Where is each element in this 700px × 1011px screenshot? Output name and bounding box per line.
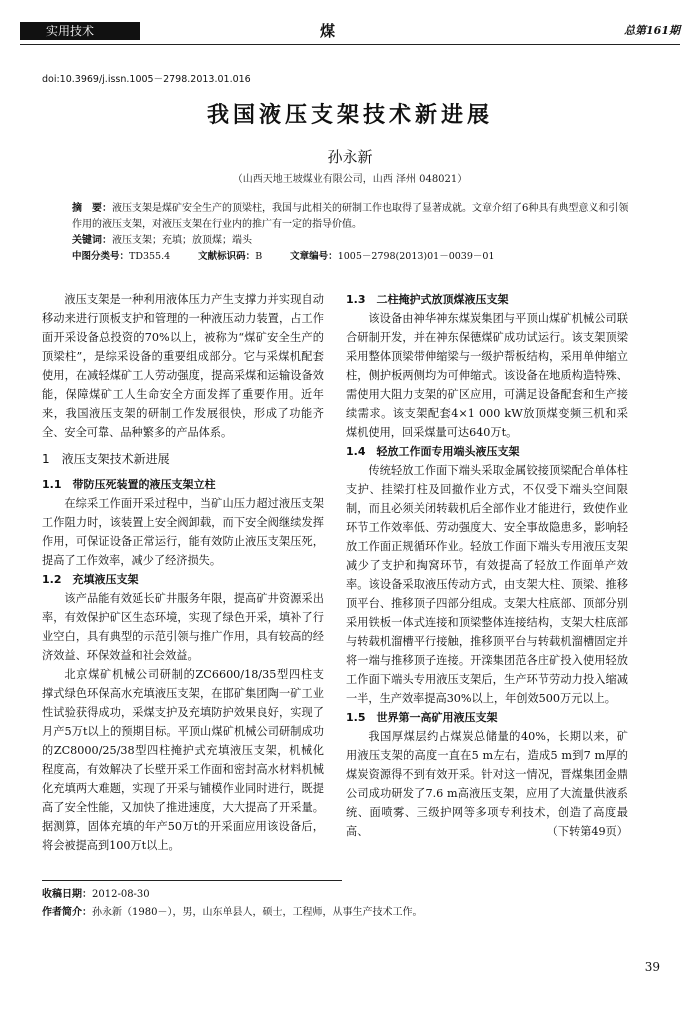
section-tab: 实用技术 — [20, 22, 140, 40]
issue-number: 总第161期 — [624, 24, 680, 37]
doc-code-label: 文献标识码： — [198, 251, 256, 262]
footnote-rule — [42, 880, 342, 881]
right-column — [346, 290, 628, 841]
paragraph-1-2b: 北京煤矿机械公司研制的ZC6600/18/35型四柱支撑式绿色环保高水充填液压支架，在邯矿集团陶一矿工业性试验获得成功，采煤支护及充填防护效果良好，实现了月产5万t以上的预期目标。平顶山煤矿机械公司研制成功的ZC8000/25/38型四柱掩护式充填液压支架，机械化程度高，有效解决了长壁开采工作面和密封高水材料机械化充填两大难题，实现了开采与铺模作业同时进行，既提高了安全性能，又加快了推进速度，大大提高了开采量。据测算，固体充填的年产50万t的开采面应用该设备后，将会被提高到100万t以上。 — [42, 668, 324, 852]
author-name: 孙永新 — [327, 148, 373, 166]
subsection-heading-1-5: 1.5 世界第一高矿用液压支架 — [346, 711, 498, 724]
page-number: 39 — [644, 960, 660, 974]
author-bio — [42, 904, 642, 922]
page-header — [20, 20, 680, 50]
header-rule — [20, 44, 680, 45]
continued-note: （下转第49页） — [546, 825, 628, 838]
received-value: 2012-08-30 — [92, 889, 150, 900]
author-bio-text: 孙永新（1980－），男，山东单县人，硕士，工程师，从事生产技术工作。 — [92, 907, 423, 918]
paragraph-1-3: 该设备由神华神东煤炭集团与平顶山煤矿机械公司联合研制开发，并在神东保德煤矿成功试运行。该支架顶梁采用整体顶梁带伸缩梁与一级护帮板结构，采用单伸缩立柱，侧护板两侧均为可伸缩式。该设备在地质构造特殊、需使用大阻力支架的矿区应用，可满足设备配套和生产接续需求。该支架配套4×1 000 kW放顶煤变频三机和采煤机使用，回采煤量可达640万t。 — [346, 312, 628, 439]
abstract — [72, 201, 632, 233]
doc-code — [198, 249, 262, 265]
footnote — [42, 886, 642, 922]
section-heading-1: 1 液压支架技术新进展 — [42, 452, 170, 466]
left-column — [42, 290, 324, 855]
subsection-heading-1-4: 1.4 轻放工作面专用端头液压支架 — [346, 445, 520, 458]
keywords-label: 关键词： — [72, 235, 112, 246]
article-no-label: 文章编号： — [290, 251, 338, 262]
article-no — [290, 249, 494, 265]
clc-value: TD355.4 — [129, 251, 171, 262]
paragraph-1-5-text: 我国厚煤层约占煤炭总储量的40%，长期以来，矿用液压支架的高度一直在5 m左右，造成5 m到7 m厚的煤炭资源得不到有效开采。针对这一情况，晋煤集团金鼎公司成功研发了7.6 m高液压支架，应用了大流量供液系统、面喷雾、三级护网等多项专利技术，创造了高度最高、 — [346, 730, 628, 838]
subsection-heading-1-2: 1.2 充填液压支架 — [42, 573, 139, 586]
subsection-heading-1-3: 1.3 二柱掩护式放顶煤液压支架 — [346, 293, 509, 306]
clc-label: 中图分类号： — [72, 251, 130, 262]
received-label: 收稿日期： — [42, 889, 92, 900]
intro-paragraph: 液压支架是一种利用液体压力产生支撑力并实现自动移动来进行顶板支护和管理的一种液压动力装置，占工作面开采设备总投资的70%以上，被称为“煤矿安全生产的顶梁柱”，是综采设备的重要组成部分。它与采煤机配套使用，在减轻煤矿工人劳动强度，提高采煤和运输设备效能，保障煤矿工人生命安全方面发挥了重要作用。近年来，我国液压支架的研制工作发展很快，形成了功能齐全、安全可靠、品种繁多的产品体系。 — [42, 293, 324, 439]
paragraph-1-1: 在综采工作面开采过程中，当矿山压力超过液压支架工作阻力时，该装置上安全阀卸载，而下安全阀继续发挥作用，可保证设备正常运行，能有效防止液压支架压死，提高了工作效率，减少了经济损失。 — [42, 497, 324, 567]
keywords-text: 液压支架；充填；放顶煤；端头 — [112, 235, 252, 246]
keywords — [72, 233, 632, 249]
classification-line — [72, 249, 632, 265]
paragraph-1-5 — [346, 727, 628, 841]
doc-code-value: B — [255, 251, 263, 262]
doi: doi:10.3969/j.issn.1005－2798.2013.01.016 — [42, 74, 251, 85]
journal-logo: 煤 — [320, 22, 336, 40]
abstract-block — [72, 201, 632, 265]
subsection-heading-1-1: 1.1 带防压死装置的液压支架立柱 — [42, 478, 216, 491]
paragraph-1-4: 传统轻放工作面下端头采取金属铰接顶梁配合单体柱支护、挂梁打柱及回撤作业方式，不仅受下端头空间限制，而且必须关闭转载机后全部作业才能进行，致使作业环节工作效率低、劳动强度大、安全事故隐患多，影响轻放工作面正规循环作业。轻放工作面下端头专用液压支架减少了支护和掏窝环节，有效提高了轻放工作面单产效率。该设备采取液压传动方式，由支架大柱、顶梁、推移顶平台、推移顶子四部分组成。支架大柱底部、顶部分别采用铁板一体式连接和顶梁整体连接结构，支架大柱底部与转载机溜槽平行接触，推移顶平台与转载机溜槽固定并将一端与推移顶子连接。开滦集团范各庄矿投入使用轻放工作面下端头专用液压支架后，生产环节劳动力投入缩减一半，生产效率提高30%以上，年创效500万元以上。 — [346, 464, 628, 705]
clc — [72, 249, 170, 265]
received-date — [42, 886, 642, 904]
author-affiliation: （山西天地王坡煤业有限公司，山西 泽州 048021） — [232, 174, 468, 185]
article-no-value: 1005－2798(2013)01－0039－01 — [337, 251, 495, 262]
article-title: 我国液压支架技术新进展 — [206, 102, 493, 128]
author-bio-label: 作者简介： — [42, 907, 92, 918]
abstract-text: 液压支架是煤矿安全生产的顶梁柱，我国与此相关的研制工作也取得了显著成就。文章介绍了6种具有典型意义和引领作用的液压支架，对液压支架在行业内的推广有一定的指导价值。 — [72, 203, 629, 230]
paragraph-1-2a: 该产品能有效延长矿井服务年限，提高矿井资源采出率，有效保护矿区生态环境，实现了绿色开采，填补了行业空白，具有典型的示范引领与推广作用，具有较高的经济效益、环保效益和社会效益。 — [42, 592, 324, 662]
abstract-label: 摘 要： — [72, 203, 112, 214]
